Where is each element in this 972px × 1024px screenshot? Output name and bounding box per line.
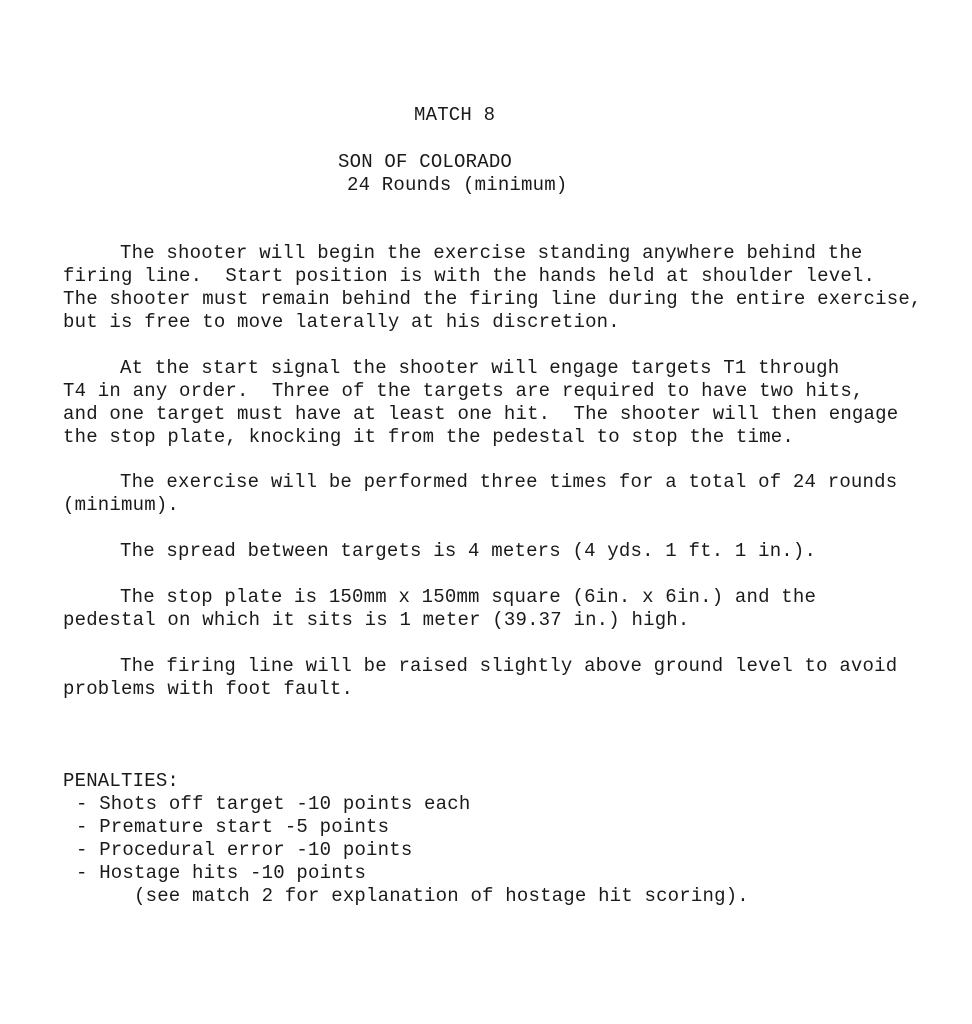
- paragraph-line: pedestal on which it sits is 1 meter (39.37 in.) high.: [63, 609, 690, 631]
- paragraph-line: The spread between targets is 4 meters (4 yds. 1 ft. 1 in.).: [120, 540, 817, 562]
- paragraph-line: problems with foot fault.: [63, 678, 354, 700]
- paragraph-line: The shooter will begin the exercise standing anywhere behind the: [120, 242, 863, 264]
- paragraph-line: but is free to move laterally at his discretion.: [63, 311, 620, 333]
- paragraph-line: (minimum).: [63, 494, 180, 516]
- penalty-item: - Shots off target -10 points each: [76, 793, 471, 815]
- penalty-item: - Premature start -5 points: [76, 816, 390, 838]
- paragraph-line: and one target must have at least one hit. The shooter will then engage: [63, 403, 899, 425]
- paragraph-line: T4 in any order. Three of the targets are required to have two hits,: [63, 380, 864, 402]
- match-title: MATCH 8: [414, 104, 496, 126]
- penalty-item: - Hostage hits -10 points: [76, 862, 367, 884]
- rounds-subtitle: 24 Rounds (minimum): [347, 174, 568, 196]
- paragraph-line: The shooter must remain behind the firing line during the entire exercise,: [63, 288, 922, 310]
- penalty-note: (see match 2 for explanation of hostage hit scoring).: [134, 885, 749, 907]
- paragraph-line: The firing line will be raised slightly above ground level to avoid: [120, 655, 898, 677]
- penalty-item: - Procedural error -10 points: [76, 839, 413, 861]
- paragraph-line: The stop plate is 150mm x 150mm square (6in. x 6in.) and the: [120, 586, 817, 608]
- paragraph-line: The exercise will be performed three times for a total of 24 rounds: [120, 471, 898, 493]
- paragraph-line: At the start signal the shooter will engage targets T1 through: [120, 357, 840, 379]
- penalties-heading: PENALTIES:: [63, 770, 180, 792]
- paragraph-line: firing line. Start position is with the hands held at shoulder level.: [63, 265, 876, 287]
- match-name: SON OF COLORADO: [338, 151, 513, 173]
- paragraph-line: the stop plate, knocking it from the pedestal to stop the time.: [63, 426, 794, 448]
